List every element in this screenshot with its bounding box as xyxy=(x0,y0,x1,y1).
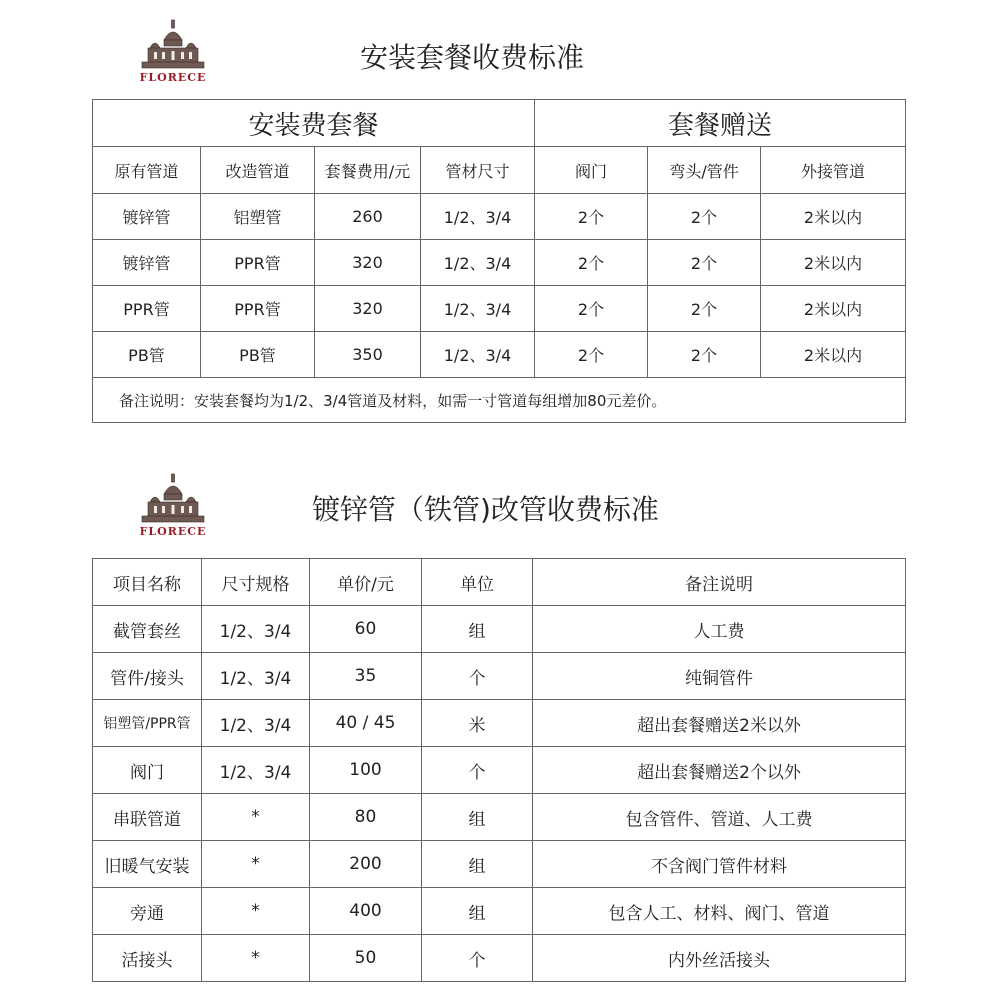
table-cell: 1/2、3/4 xyxy=(421,332,535,378)
cathedral-logo-icon xyxy=(138,472,208,524)
table-cell: 个 xyxy=(422,747,533,794)
table-cell: 80 xyxy=(310,794,422,841)
table-cell: 阀门 xyxy=(93,747,202,794)
table-cell: 管件/接头 xyxy=(93,653,202,700)
table-row xyxy=(93,240,906,286)
table-cell: 组 xyxy=(422,841,533,888)
brand-logo-text: FLORECE xyxy=(139,71,207,84)
table-cell: PB管 xyxy=(201,332,315,378)
table-cell: 260 xyxy=(315,194,421,240)
table-cell: 组 xyxy=(422,606,533,653)
table-cell: 铝塑管 xyxy=(201,194,315,240)
table-cell: 活接头 xyxy=(93,935,202,982)
table-row xyxy=(93,194,906,240)
table-row xyxy=(93,653,906,700)
table-row xyxy=(93,888,906,935)
table-cell: 串联管道 xyxy=(93,794,202,841)
table-cell: 320 xyxy=(315,240,421,286)
cathedral-logo-icon xyxy=(138,18,208,70)
table-cell: 2米以内 xyxy=(761,332,906,378)
table-row xyxy=(93,935,906,982)
table-cell: 350 xyxy=(315,332,421,378)
group-header-install: 安装费套餐 xyxy=(93,100,535,147)
table-cell: 1/2、3/4 xyxy=(202,747,310,794)
column-header: 尺寸规格 xyxy=(202,559,310,606)
table-cell: 纯铜管件 xyxy=(533,653,906,700)
table-row xyxy=(93,332,906,378)
table-cell: 2个 xyxy=(535,194,648,240)
table-cell: 1/2、3/4 xyxy=(202,606,310,653)
table-cell: 截管套丝 xyxy=(93,606,202,653)
table-cell: * xyxy=(202,841,310,888)
table-row xyxy=(93,841,906,888)
table-cell: 2个 xyxy=(648,286,761,332)
table-note: 备注说明：安装套餐均为1/2、3/4管道及材料，如需一寸管道每组增加80元差价。 xyxy=(93,378,906,423)
table-cell: 1/2、3/4 xyxy=(421,286,535,332)
galvanized-pipe-fee-table xyxy=(92,558,906,982)
table-row xyxy=(93,747,906,794)
table-cell: 组 xyxy=(422,794,533,841)
column-header: 原有管道 xyxy=(93,147,201,194)
table-cell: 2个 xyxy=(648,194,761,240)
table-cell: 不含阀门管件材料 xyxy=(533,841,906,888)
column-header: 项目名称 xyxy=(93,559,202,606)
column-header: 单位 xyxy=(422,559,533,606)
table-cell: PPR管 xyxy=(201,240,315,286)
table-cell: 400 xyxy=(310,888,422,935)
column-header: 改造管道 xyxy=(201,147,315,194)
table-cell: * xyxy=(202,888,310,935)
table-cell: 2个 xyxy=(535,286,648,332)
table-cell: 100 xyxy=(310,747,422,794)
table-cell: 包含管件、管道、人工费 xyxy=(533,794,906,841)
table-cell: 60 xyxy=(310,606,422,653)
table-row xyxy=(93,794,906,841)
table-cell: 超出套餐赠送2米以外 xyxy=(533,700,906,747)
table-cell: 2米以内 xyxy=(761,286,906,332)
section2-title: 镀锌管（铁管)改管收费标准 xyxy=(312,493,659,526)
table-cell: 1/2、3/4 xyxy=(421,240,535,286)
table-row xyxy=(93,286,906,332)
brand-logo-text: FLORECE xyxy=(139,525,207,538)
table-cell: 镀锌管 xyxy=(93,194,201,240)
column-header: 弯头/管件 xyxy=(648,147,761,194)
table-cell: 50 xyxy=(310,935,422,982)
table-cell: 2米以内 xyxy=(761,240,906,286)
table-cell: 40 / 45 xyxy=(310,700,422,747)
brand-logo xyxy=(128,18,218,84)
table-cell: PPR管 xyxy=(201,286,315,332)
column-header: 管材尺寸 xyxy=(421,147,535,194)
table-cell: 200 xyxy=(310,841,422,888)
table-cell: 旁通 xyxy=(93,888,202,935)
table-cell: 35 xyxy=(310,653,422,700)
section1-title: 安装套餐收费标准 xyxy=(360,41,585,74)
table-cell: PPR管 xyxy=(93,286,201,332)
table-cell: 米 xyxy=(422,700,533,747)
table-cell: 1/2、3/4 xyxy=(202,700,310,747)
table-cell: 2个 xyxy=(648,332,761,378)
table-cell: * xyxy=(202,935,310,982)
table-row xyxy=(93,606,906,653)
table-cell: 旧暖气安装 xyxy=(93,841,202,888)
group-header-gift: 套餐赠送 xyxy=(535,100,906,147)
table-cell: 2个 xyxy=(648,240,761,286)
table-cell: 组 xyxy=(422,888,533,935)
brand-logo xyxy=(128,472,218,538)
table-cell: 320 xyxy=(315,286,421,332)
table-cell: 包含人工、材料、阀门、管道 xyxy=(533,888,906,935)
table-cell: 2个 xyxy=(535,240,648,286)
table-cell: 2个 xyxy=(535,332,648,378)
table-cell: 人工费 xyxy=(533,606,906,653)
table-cell: PB管 xyxy=(93,332,201,378)
table-cell: 超出套餐赠送2个以外 xyxy=(533,747,906,794)
package-fee-table xyxy=(92,99,906,423)
table-cell: 镀锌管 xyxy=(93,240,201,286)
table-cell: * xyxy=(202,794,310,841)
table-cell: 2米以内 xyxy=(761,194,906,240)
column-header: 套餐费用/元 xyxy=(315,147,421,194)
table-cell: 1/2、3/4 xyxy=(421,194,535,240)
table-cell: 个 xyxy=(422,653,533,700)
table-cell: 1/2、3/4 xyxy=(202,653,310,700)
table-cell: 个 xyxy=(422,935,533,982)
table-cell: 铝塑管/PPR管 xyxy=(93,700,202,747)
column-header: 单价/元 xyxy=(310,559,422,606)
table-row xyxy=(93,700,906,747)
column-header: 备注说明 xyxy=(533,559,906,606)
table-cell: 内外丝活接头 xyxy=(533,935,906,982)
column-header: 阀门 xyxy=(535,147,648,194)
column-header: 外接管道 xyxy=(761,147,906,194)
